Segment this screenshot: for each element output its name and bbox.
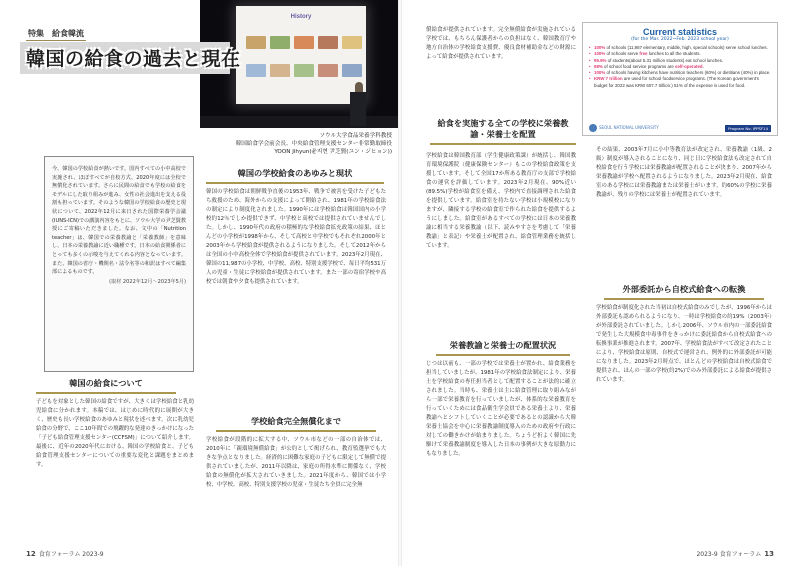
magazine-name: 2023-9 食育フォーラム xyxy=(696,551,762,558)
magazine-name: 食育フォーラム 2023-9 xyxy=(38,551,104,558)
stats-item: • KRW 7 trillion are used for school foodservice programs. (The Korean government's budget for 2022 was KRW 607.7 trillion.) 51% of the expense is used for food. xyxy=(589,76,771,89)
page-number: 13 xyxy=(764,550,774,558)
presentation-screen xyxy=(236,6,366,104)
screen-thumbnail xyxy=(294,64,314,77)
right-page xyxy=(400,0,800,566)
section-heading: 給食を実施する全ての学校に栄養教諭・栄養士を配置 xyxy=(430,118,576,147)
section-body: 子どもを対象とした韓国の給食ですが、大きくは学校給食と乳幼児給食に分かれます。本稿では、はじめに時代的に展開が大きく、歴史も長い学校給食のあゆみと現状を述べます。次に乳幼児給食の分野で、ここ10年間での飛躍的な発達のきっかけになった「子ども給食管理支援センター(CCFSM)」について紹介します。最後に、近年の2020年代における、韓国の学校給食と、子ども給食管理支援センターについての重要な変化と課題をまとめます。 xyxy=(36,399,194,468)
section-heading: 韓国の学校給食のあゆみと現状 xyxy=(206,168,384,186)
author-affiliation-2: 韓国給食学会前会長、中央給食管理支援センター非常勤取締役 xyxy=(235,141,392,148)
section-heading: 学校給食完全無償化まで xyxy=(216,416,376,434)
intro-note: (取材 2022年12月〜2023年5月) xyxy=(109,278,186,285)
university-logo: SEOUL NATIONAL UNIVERSITY xyxy=(589,124,659,132)
stats-item: • 100% of schools (11,987 elementary, middle, high, special schools) serve school lunches. xyxy=(589,45,771,51)
page-footer xyxy=(696,549,774,558)
article-title: 韓国の給食の過去と現在 xyxy=(26,48,241,70)
stats-footer xyxy=(589,122,771,132)
screen-thumbnail xyxy=(294,36,314,49)
intro-text: 今、韓国の学校給食が熱いです。国内すべての小中高校で実施され、ほぼすべてが自校方式、2020年度には全校で無償化されています。さらに民間の給食でも学校の給食をモデルにした取り組みが進み、女性の社会進出を支える役割も担っています。そのような韓国の学校給食の歴史と現状について、2022年12月に来日された国際栄養学会議(IUNS-ICN)での講演内容をもとに、ソウル大学の尹芝賢教授にご寄稿いただきました。なお、文中の「Nutrition teacher」は、韓国での栄養教諭と「栄養教師」を意味し、日本の栄養教諭に近い職種です。日本の給食関係者にとっても多くの示唆を与えてくれる内容となっています。また、韓国の省庁・機関名・法令名等の和訳はすべて編集部によるものです。 xyxy=(52,166,186,276)
stats-item: • 100% of schools having kitchens have nutrition teachers (60%) or dietitians (40%) in place. xyxy=(589,70,771,76)
page-number: 12 xyxy=(26,550,36,558)
screen-thumbnail xyxy=(270,64,290,77)
screen-thumbnail xyxy=(342,36,362,49)
screen-title: History xyxy=(290,14,312,20)
section-body: じつは以前も、一部の学校では栄養士が置かれ、給食業務を担当していましたが、1981年の学校給食法制定により、栄養士を学校給食の専任担当者として配置することが法的に確立されました。当時も、栄養士は主に給食管理に取り組みながら一部で栄養教育を行っていましたが、体系的な栄養教育を行っていくためには食品衛生学会員である栄養士より、栄養教諭へとシフトしていくことが必要であるとの認識から大韓栄養士協会を中心に栄養教諭制度導入のための政府や行政に対しての働きかけが始まりました。ちょうど折よく韓国に先駆けて栄養教諭制度を導入した日本の事例が大きな原動力にもなりました。 xyxy=(426,361,576,457)
screen-thumbnail xyxy=(318,36,338,49)
series-tag: 特集 給食韓流 xyxy=(26,28,86,41)
page-footer xyxy=(26,549,104,558)
section-body: 学校給食は韓国教育部（学生健康政策課）が統括し、韓国教育環境保護院（健康保険センター）もこの学校給食政策を支援しています。そして全国17か所ある教育庁の支部で学校給食の運営を評価しています。2023年2月現在、90%近い(89.5%)学校が給食室を備え、学校内で直接調理された給食を提供しています。給食室を持たない学校は小規模校になりますが、隣接する学校の給食室で作られた給食を提供するようにしました。給食室があるすべての学校には日本の栄養教諭に相当する栄養教諭（以下、読みやすさを考慮して「栄養教諭」と表記）や栄養士が配置され、給食管理業務を統括しています。 xyxy=(426,153,576,249)
speaker xyxy=(355,82,363,92)
stats-item: • 98% of school food service programs are self-operated. xyxy=(589,64,771,70)
column-continuation: 償給食が提供されています。完全無償給食が実施されている学校では、もちろん保護者からの負担はなく、韓国教育庁や地方自治体の学校給食支援費、優良食材補助金などの財源によって給食が提供されています。 xyxy=(426,27,576,60)
stats-list xyxy=(589,45,771,89)
author-caption xyxy=(200,132,392,157)
section-heading: 外部委託から自校式給食への転換 xyxy=(604,284,764,302)
stage xyxy=(200,116,400,128)
emblem-icon xyxy=(589,124,597,132)
screen-thumbnail xyxy=(246,36,266,49)
section-heading: 栄養教諭と栄養士の配置状況 xyxy=(436,340,570,358)
intro-box xyxy=(44,156,194,372)
section-body: 学校給食が段階的に拡大する中、ソウル市などの一部の自治体では、2010年に「親環境無償給食」が公約として掲げられ、教育監選挙でも大きな争点となりました。経済的に困難な家庭の子どもに限定して無償で提供されていましたが、2011年以降は、家庭の所得水準に関係なく、学校給食の無償化が拡大されていきました。2021年度から、韓国では小学校、中学校、高校、特別支援学校の児童・生徒たち全員に完全無 xyxy=(206,437,386,488)
screen-thumbnail xyxy=(342,64,362,77)
section-body: 韓国の学校給食は朝鮮戦争直後の1953年、戦争で被害を受けた子どもたち救援のため、海外からの支援によって開始され、1981年の学校給食法の制定により制度化されました。1990年には学校給食は韓国国内の小学校約12％でしか提供できず、中学校と高校では提供されていませんでした。しかし、1990年代の政府の積極的な学校給食拡充政策の結果、ほとんどの小学校が1998年から、そして高校と中学校でもそれぞれ2000年と2003年から学校給食が提供されるようになりました。そして2012年からは全国の小中高校全体で学校給食が提供されています。2023年2月現在、韓国の11,987の小学校、中学校、高校、特別支援学校で、毎日平均531万人の児童・生徒に学校給食が提供されています。また一部の寄宿学校や高校では朝食や夕食も提供されています。 xyxy=(206,189,386,285)
podium xyxy=(350,92,366,126)
author-name: YOON Jihyun(윤지현 尹芝賢(ユン・ジヒョン)) xyxy=(274,149,392,156)
section-body: 学校給食が制度化された当初は自校式給食のみでしたが、1996年からは外部委託も認められるようになり、一時は学校給食の約19%（2003年）が外部委託されていました。しかし2006年、ソウル市内の一部委託給食で発生した大規模食中毒事件をきっかけに委託給食から自校式給食への転換事業が推進されます。2007年、学校給食法がすべて改定されたことにより、学校給食は原則、自校式で運営され、例外的に外部委託が可能になりました。2023年2月時点で、ほとんどの学校給食は自校式給食で提供され、ほんの一部の学校(約2%)でのみ外部委託による給食が提供されています。 xyxy=(596,305,772,383)
stats-subtitle: (for the Mar. 2022~Feb. 2023 school year) xyxy=(631,37,729,42)
author-affiliation-1: ソウル大学食品栄養学科教授 xyxy=(319,133,392,139)
program-badge: Program No. IPPSF14 xyxy=(725,125,771,132)
section-heading: 韓国の給食について xyxy=(36,378,176,396)
column-continuation: その結果、2003年7月に小中等教育法が改定され、栄養教諭（1級、2級）制度が導入されることになり、同じ日に学校給食法も改定されて自校給食を行う学校には栄養教諭が配置されることが決まり、2007年から栄養教諭が学校へ配置されるようになりました。2023年2月現在、給食室のある学校には栄養教諭または栄養士がいます。約60%の学校に栄養教諭が、残りの学校には栄養士が配置されています。 xyxy=(596,147,772,198)
stats-item: • 100% of schools serve free lunches to all the students. xyxy=(589,51,771,57)
statistics-panel xyxy=(582,22,778,136)
stats-item: • 99.9% of students(about 5.31 million students) eat school lunches. xyxy=(589,58,771,64)
stats-title: Current statistics xyxy=(642,27,718,37)
screen-thumbnail xyxy=(318,64,338,77)
screen-thumbnail xyxy=(270,36,290,49)
screen-thumbnail xyxy=(246,64,266,77)
